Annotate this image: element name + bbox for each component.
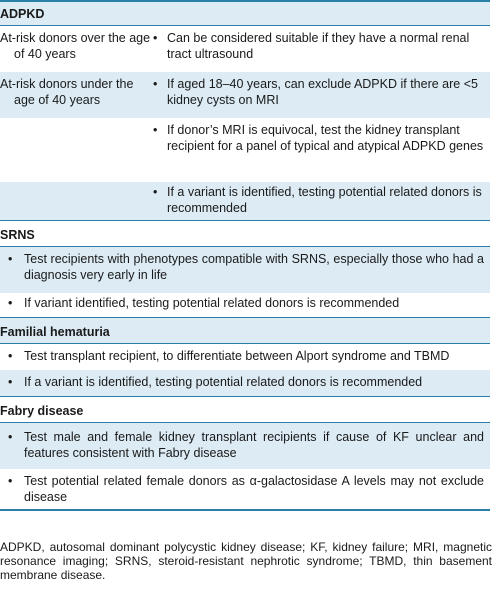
list-item: • Test potential related female donors as α-galactosidase A levels may not exclude disease <box>8 474 484 504</box>
list-item: • Test recipients with phenotypes compatible with SRNS, especially those who had a diagnosis very early in life <box>0 247 490 293</box>
row-label: At-risk donors under the age of 40 years <box>0 77 134 107</box>
list-item: • If a variant is identified, testing potential related donors is recommended <box>0 370 490 396</box>
row-item: • Can be considered suitable if they have a normal renal tract ultrasound <box>153 31 470 61</box>
footnote: ADPKD, autosomal dominant polycystic kidney disease; KF, kidney failure; MRI, magnetic resonance imaging; SRNS, steroid-resistant nephrotic syndrome; TBMD, thin basement membrane disease. <box>0 540 492 582</box>
row-label: At-risk donors over the age of 40 years <box>0 31 151 61</box>
table-bottom-rule <box>0 509 490 511</box>
table-row <box>0 72 490 118</box>
bullet-icon: • <box>153 185 158 199</box>
row-item: • If a variant is identified, testing potential related donors is recommended <box>153 185 482 215</box>
table-row <box>0 118 490 182</box>
bullet-icon: • <box>8 430 13 444</box>
section-heading-adpkd: ADPKD <box>0 2 490 25</box>
bullet-icon: • <box>8 349 13 363</box>
bullet-icon: • <box>8 296 13 310</box>
list-item: • If variant identified, testing potential related donors is recommended <box>8 296 400 310</box>
bullet-icon: • <box>8 252 13 266</box>
bullet-icon: • <box>153 123 158 137</box>
table-row <box>0 26 490 72</box>
row-label <box>0 122 153 182</box>
bullet-icon: • <box>153 77 158 91</box>
bullet-icon: • <box>153 31 158 45</box>
row-label <box>0 184 153 220</box>
list-item: • Test male and female kidney transplant recipients if cause of KF unclear and features consistent with Fabry disease <box>0 423 490 469</box>
section-heading-familial-hematuria: Familial hematuria <box>0 318 490 343</box>
row-item: • If donor’s MRI is equivocal, test the kidney transplant recipient for a panel of typical and atypical ADPKD genes <box>153 123 484 153</box>
section-heading-fabry-disease: Fabry disease <box>0 404 84 418</box>
list-item: • Test transplant recipient, to differentiate between Alport syndrome and TBMD <box>8 349 450 363</box>
table-row <box>0 182 490 220</box>
section-heading-srns: SRNS <box>0 228 35 242</box>
bullet-icon: • <box>8 474 13 488</box>
row-item: • If aged 18–40 years, can exclude ADPKD if there are <5 kidney cysts on MRI <box>153 77 478 107</box>
bullet-icon: • <box>8 375 13 389</box>
